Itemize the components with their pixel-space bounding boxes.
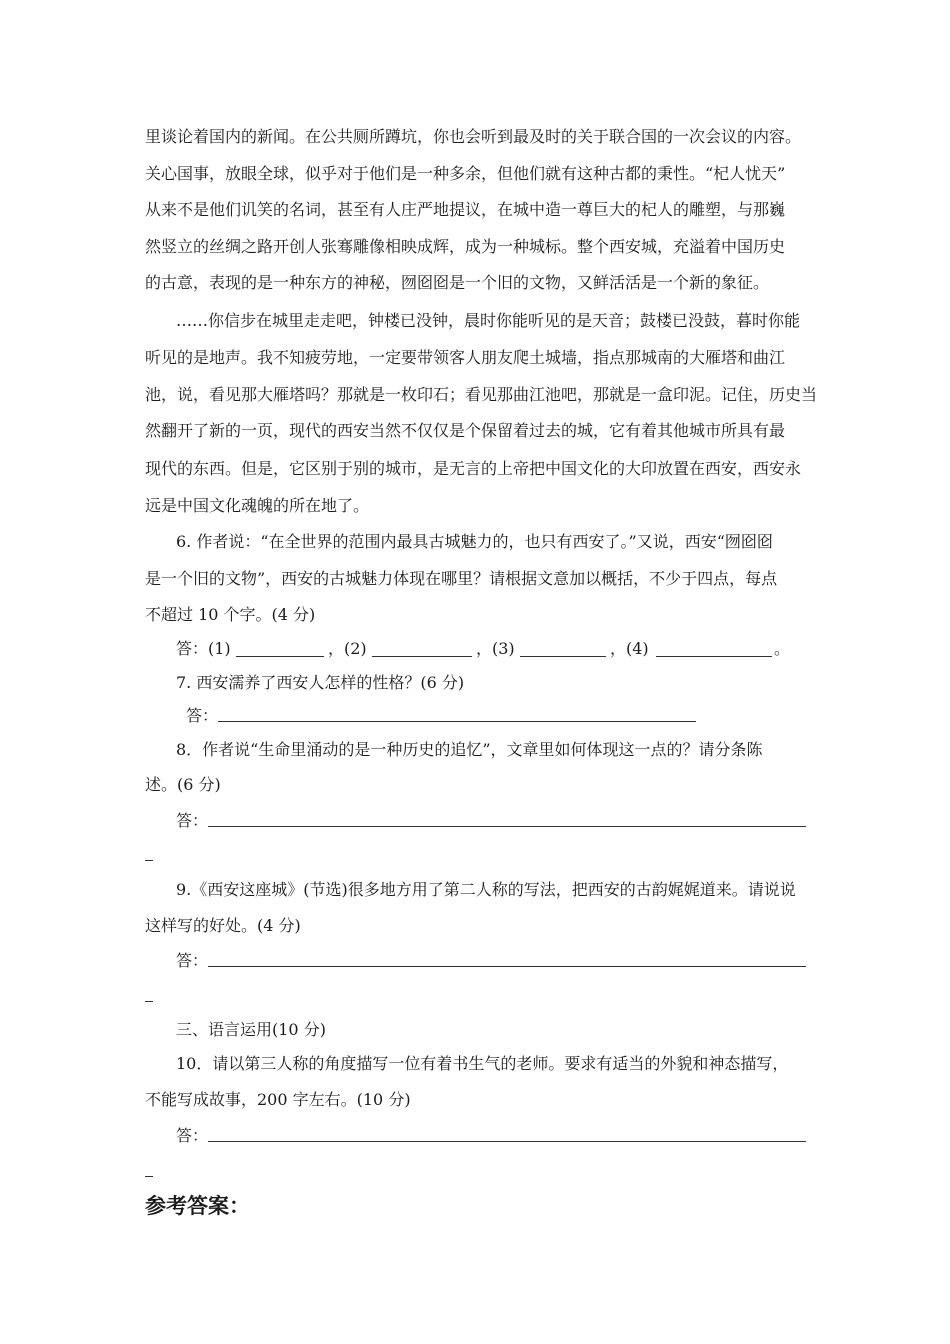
passage-line: 的古意，表现的是一种东方的神秘，囫囵囵是一个旧的文物，又鲜活活是一个新的象征。 (145, 273, 770, 292)
question-8-text: 述。(6 分) (145, 775, 221, 794)
question-9-text: 9.《西安这座城》(节选)很多地方用了第二人称的写法，把西安的古韵娓娓道来。请说说 (176, 880, 796, 899)
answer-line-continuation (145, 1176, 153, 1177)
answer-item-label: ，(4) (610, 639, 649, 658)
passage-line: 听见的是地声。我不知疲劳地，一定要带领客人朋友爬土城墙，指点那城南的大雁塔和曲江 (145, 348, 786, 367)
answer-item-label: (1) (208, 639, 231, 658)
answer-line-continuation (145, 860, 153, 861)
answer-blank-2[interactable] (372, 655, 472, 657)
passage-line: 池，说，看见那大雁塔吗？那就是一枚印石；看见那曲江池吧，那就是一盒印泥。记住，历史当 (145, 385, 818, 404)
answer-blank-3[interactable] (520, 655, 606, 657)
question-9-text: 这样写的好处。(4 分) (145, 916, 301, 935)
answer-label: 答： (176, 639, 209, 658)
question-10-text: 10．请以第三人称的角度描写一位有着书生气的老师。要求有适当的外貌和神态描写， (176, 1054, 789, 1073)
answer-item-label: ，(2) (328, 639, 367, 658)
passage-line: 现代的东西。但是，它区别于别的城市，是无言的上帝把中国文化的大印放置在西安，西安永 (145, 459, 802, 478)
answer-line-continuation (145, 1001, 153, 1002)
passage-line: ……你信步在城里走走吧，钟楼已没钟，晨时你能听见的是天音；鼓楼已没鼓，暮时你能 (176, 311, 801, 330)
answer-label: 答： (176, 811, 209, 830)
answer-blank-4[interactable] (656, 655, 772, 657)
question-6-text: 不超过 10 个字。(4 分) (145, 605, 316, 624)
passage-line: 然翻开了新的一页，现代的西安当然不仅仅是个保留着过去的城，它有着其他城市所具有最 (145, 421, 786, 440)
question-7-text: 7. 西安濡养了西安人怎样的性格？(6 分) (176, 673, 465, 692)
question-6-text: 是一个旧的文物”，西安的古城魅力体现在哪里？请根据文意加以概括，不少于四点，每点 (145, 569, 778, 588)
answer-label: 答： (186, 706, 219, 725)
question-8-text: 8．作者说“生命里涌动的是一种历史的追忆”，文章里如何体现这一点的？请分条陈 (176, 740, 763, 759)
passage-line: 从来不是他们讥笑的名词，甚至有人庄严地提议，在城中造一尊巨大的杞人的雕塑，与那巍 (145, 200, 786, 219)
passage-line: 远是中国文化魂魄的所在地了。 (145, 496, 370, 515)
answer-label: 答： (176, 951, 209, 970)
question-10-text: 不能写成故事，200 字左右。(10 分) (145, 1090, 411, 1109)
answer-label: 答： (176, 1126, 209, 1145)
reference-answer-heading: 参考答案： (145, 1194, 250, 1218)
passage-line: 然竖立的丝绸之路开创人张骞雕像相映成辉，成为一种城标。整个西安城，充溢着中国历史 (145, 237, 786, 256)
answer-line-q8[interactable] (208, 825, 806, 827)
answer-line-q9[interactable] (208, 965, 806, 967)
answer-line-q10[interactable] (208, 1140, 806, 1142)
answer-end-mark: 。 (774, 639, 791, 658)
passage-line: 关心国事，放眼全球，似乎对于他们是一种多余，但他们就有这种古都的秉性。“杞人忧天” (145, 164, 786, 183)
answer-item-label: ，(3) (476, 639, 515, 658)
answer-line-q7[interactable] (218, 720, 696, 722)
passage-line: 里谈论着国内的新闻。在公共厕所蹲坑，你也会听到最及时的关于联合国的一次会议的内容。 (145, 127, 802, 146)
question-6-text: 6. 作者说：“在全世界的范围内最具古城魅力的，也只有西安了。”又说，西安“囫囵囵 (176, 532, 773, 551)
answer-blank-1[interactable] (236, 655, 324, 657)
section-title: 三、语言运用(10 分) (176, 1020, 326, 1039)
